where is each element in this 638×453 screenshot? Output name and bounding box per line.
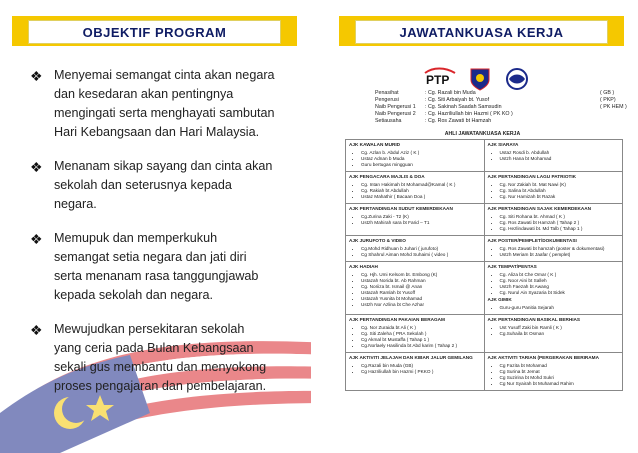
table-row <box>346 315 623 353</box>
list-item: • Ustzh Meriam bt Jaafar ( pemplet) <box>500 252 620 258</box>
svg-text:PTP: PTP <box>426 73 450 87</box>
diamond-bullet-icon: ❖ <box>30 159 43 175</box>
list-item: • Cg Nur Syairah bt Muhamad Rahim <box>500 381 620 387</box>
committee-row: Penasihat : Cg. Razali bin Muda ( GB ) <box>375 90 615 96</box>
list-item: • Cg.Zurina Zaki - T2 (K) <box>361 214 481 220</box>
school-crest-icon <box>469 67 491 91</box>
diamond-bullet-icon: ❖ <box>30 231 43 247</box>
objective-title: OBJEKTIF PROGRAM <box>28 20 281 44</box>
list-item: • Ustazah Norida bt. Ab Rahman <box>361 278 481 284</box>
ajk-member-list <box>349 246 481 258</box>
table-row <box>346 140 623 172</box>
ajk-title: AJK HADIAH <box>349 264 378 269</box>
ajk-member-list <box>488 246 620 258</box>
table-row <box>346 236 623 262</box>
list-item: • Cg.Suhaila bt Osman <box>500 331 620 337</box>
right-panel <box>327 0 638 453</box>
list-item: • Cg. Ros Zawati bt Hamzah ( Tahap 2 ) <box>500 220 620 226</box>
ajk-cell <box>346 262 485 315</box>
list-item: • Cg. Rakiah bt Abdullah <box>361 188 481 194</box>
list-item: • Cg. Siti Rohana bt. Ahmad ( K ) <box>500 214 620 220</box>
list-item: • Cg.Mohd Ridhuan b Juhari ( jurufoto) <box>361 246 481 252</box>
list-item: • Ustzh Hana bt Mohamad <box>500 156 620 162</box>
list-item: • Ustzh Nor Azlina bt Che Azhar <box>361 302 481 308</box>
ajk-cell <box>484 204 623 236</box>
list-item: ❖ Memupuk dan memperkukuh semangat setia negara dan jati diri serta menanam rasa tanggungjawab kepada sekolah dan negara. <box>30 231 259 302</box>
ajk-member-list <box>488 272 620 296</box>
ptp-logo-icon <box>423 67 457 91</box>
ajk-title: AJK POSTER/PEMPLET/DOKUMENTASI <box>487 238 577 243</box>
list-item: • Cg. Nurul Ain Syazaria bt Sidek <box>500 290 620 296</box>
list-item: • Cg Suzirina bt Mohd Sukri <box>500 375 620 381</box>
list-item: • Cg.Razali bin Muda (GB) <box>361 363 481 369</box>
list-item: • Cg Fazita bt Mohamad <box>500 363 620 369</box>
committee-row: Naib Pengerusi 2 : Cg. Hazriliullah bin Hazmi ( PK KO ) <box>375 111 513 117</box>
list-item: • Cg. Nur Hamizah bt Razak <box>500 194 620 200</box>
ajk-cell <box>346 236 485 262</box>
list-item: • Cg. Hezlindawati bt. Md Talb ( Tahap 1 ) <box>500 226 620 232</box>
list-item: • Cg. Aliza bt Che Omar ( K ) <box>500 272 620 278</box>
list-item: • Cg. Siti Zaleha ( PRA Sekolah ) <box>361 331 481 337</box>
list-item: • Cg Akmal bt Mustaffa ( Tahap 1 ) <box>361 337 481 343</box>
committee-row: Setiausaha : Cg. Ros Zawati bt Hamzah <box>375 118 492 124</box>
table-row <box>346 172 623 204</box>
ajk-title: AJK AKTIVITI TARIAN (PERGERAKAN BERIRAMA <box>487 355 599 360</box>
ajk-title: AJK PERTANDINGAN SAJAK KEMERDEKAAN <box>487 206 592 211</box>
ajk-member-list <box>349 325 481 349</box>
ajk-title: AJK AKTIVITI JELAJAH DAN KIBAR JALUR GEMILANG <box>349 355 473 360</box>
ajk-title: AJK JURUFOTO & VIDEO <box>349 238 406 243</box>
ajk-member-list <box>488 305 620 311</box>
ajk-member-list <box>349 214 481 226</box>
ajk-title: AJK PERTANDINGAN LAGU PATRIOTIK <box>487 174 577 179</box>
ajk-cell <box>346 140 485 172</box>
ajk-table <box>345 139 623 391</box>
ajk-title: AJK KAWALAN MURID <box>349 142 401 147</box>
ajk-cell <box>346 353 485 391</box>
list-item: • Cg Shahrul Aiman Mohd Suhaimi ( video ) <box>361 252 481 258</box>
ajk-cell <box>484 236 623 262</box>
gb-logo-icon <box>503 67 531 91</box>
committee-info <box>375 90 627 125</box>
list-item: • Guru-guru Panitia Sejarah <box>500 305 620 311</box>
committee-row: Naib Pengerusi 1 : Cg. Sakinah Saadah Samsudin ( PK HEM ) <box>375 104 627 110</box>
ajk-member-list <box>488 214 620 232</box>
list-item: • Cg. Nor Zuraida bt Ali ( K ) <box>361 325 481 331</box>
list-item: • Cg. Nor Zakiah bt. Mat Nawi (K) <box>500 182 620 188</box>
ajk-title: AJK PENGACARA MAJLIS & DOA <box>349 174 425 179</box>
list-item: • Cg. Hjh. Umi Kelsom bt. Embong (K) <box>361 272 481 278</box>
ajk-member-list <box>488 363 620 387</box>
list-item: • Cg. Noor Aini bt Salleh <box>500 278 620 284</box>
ajk-cell <box>484 315 623 353</box>
committee-row: Pengerusi : Cg. Siti Arbaiyah bt. Yusof ( PKP) <box>375 97 616 103</box>
ajk-member-list <box>349 182 481 200</box>
list-item: • Ustazah Ramlah bt Yusoff <box>361 290 481 296</box>
ajk-member-list <box>488 150 620 162</box>
left-panel <box>0 0 311 453</box>
ajk-member-list <box>488 182 620 200</box>
list-item: ❖ Mewujudkan persekitaran sekolah yang ceria pada Bulan Kebangsaan sekali gus membantu dan menyokong proses pengajaran dan pembelajaran. <box>30 322 267 393</box>
list-item: ❖ Menyemai semangat cinta akan negara dan kesedaran akan pentingnya mengingati serta menghayati sambutan Hari Kebangsaan dan Hari Malaysia. <box>30 68 275 139</box>
ajk-cell <box>484 172 623 204</box>
ajk-heading: AHLI JAWATANKUASA KERJA <box>444 131 521 137</box>
diamond-bullet-icon: ❖ <box>30 68 43 84</box>
table-row <box>346 262 623 315</box>
list-item: • Ustaz Mahathir ( Bacaan Doa ) <box>361 194 481 200</box>
list-item: • Ustzh Mahirah sara bt Farid – T1 <box>361 220 481 226</box>
ajk-cell <box>346 204 485 236</box>
ajk-title: AJK GIMIK <box>487 297 512 302</box>
list-item: • Cg. Ros Zawati bt hamzah (poster & dokumentasi) <box>500 246 620 252</box>
list-item: ❖ Menanam sikap sayang dan cinta akan sekolah dan seterusnya kepada negara. <box>30 159 273 211</box>
ajk-title: AJK PERTANDINGAN BASIKAL BERHIAS <box>487 317 581 322</box>
list-item: • Ustaz Adnan b Muda <box>361 156 481 162</box>
list-item: • Cg. Salina bt Abdullah <box>500 188 620 194</box>
logo-row <box>423 67 531 91</box>
list-item: • Ustzh Faezah bt Awang <box>500 284 620 290</box>
ajk-title: AJK TEMPAT/PENTAS <box>487 264 537 269</box>
ajk-member-list <box>349 363 481 375</box>
diamond-bullet-icon: ❖ <box>30 322 43 338</box>
list-item: • Cg Hazriliullah bin Hazmi ( PKKO ) <box>361 369 481 375</box>
ajk-cell <box>484 262 623 315</box>
table-row <box>346 204 623 236</box>
ajk-member-list <box>488 325 620 337</box>
ajk-cell <box>346 315 485 353</box>
ajk-cell <box>484 353 623 391</box>
list-item: • Cg.Norlaely Hasilinda bt Abd karim ( Tahap 2 ) <box>361 343 481 349</box>
list-item: • Cg Surina bt Jemat <box>500 369 620 375</box>
ajk-cell <box>346 172 485 204</box>
list-item: • Ustaz Rosdi b. Abdullah <box>500 150 620 156</box>
list-item: • Ustazah Yusnita bt Mohamad <box>361 296 481 302</box>
ajk-title: AJK PERTANDINGAN SUDUT KEMERDEKAAN <box>349 206 453 211</box>
objective-list <box>30 66 275 411</box>
ajk-title: AJK PERTANDINGAN PAKAIAN BERAGAM <box>349 317 445 322</box>
list-item: • Cg. Azlan b. Abdul Aziz ( K ) <box>361 150 481 156</box>
list-item: • Cg. Intan Hakimah bt Mohamad@Kamal ( K ) <box>361 182 481 188</box>
ajk-member-list <box>349 150 481 168</box>
table-row <box>346 353 623 391</box>
committee-title: JAWATANKUASA KERJA <box>355 20 608 44</box>
ajk-cell <box>484 140 623 172</box>
ajk-title: AJK SIARAYA <box>487 142 519 147</box>
list-item: • Cg. Noriiza bt. Ismail @ Anan <box>361 284 481 290</box>
list-item: • Guru bertugas mingguan <box>361 162 481 168</box>
ajk-member-list <box>349 272 481 308</box>
list-item: • Ust Yusoff Zaki bin Ramli ( K ) <box>500 325 620 331</box>
